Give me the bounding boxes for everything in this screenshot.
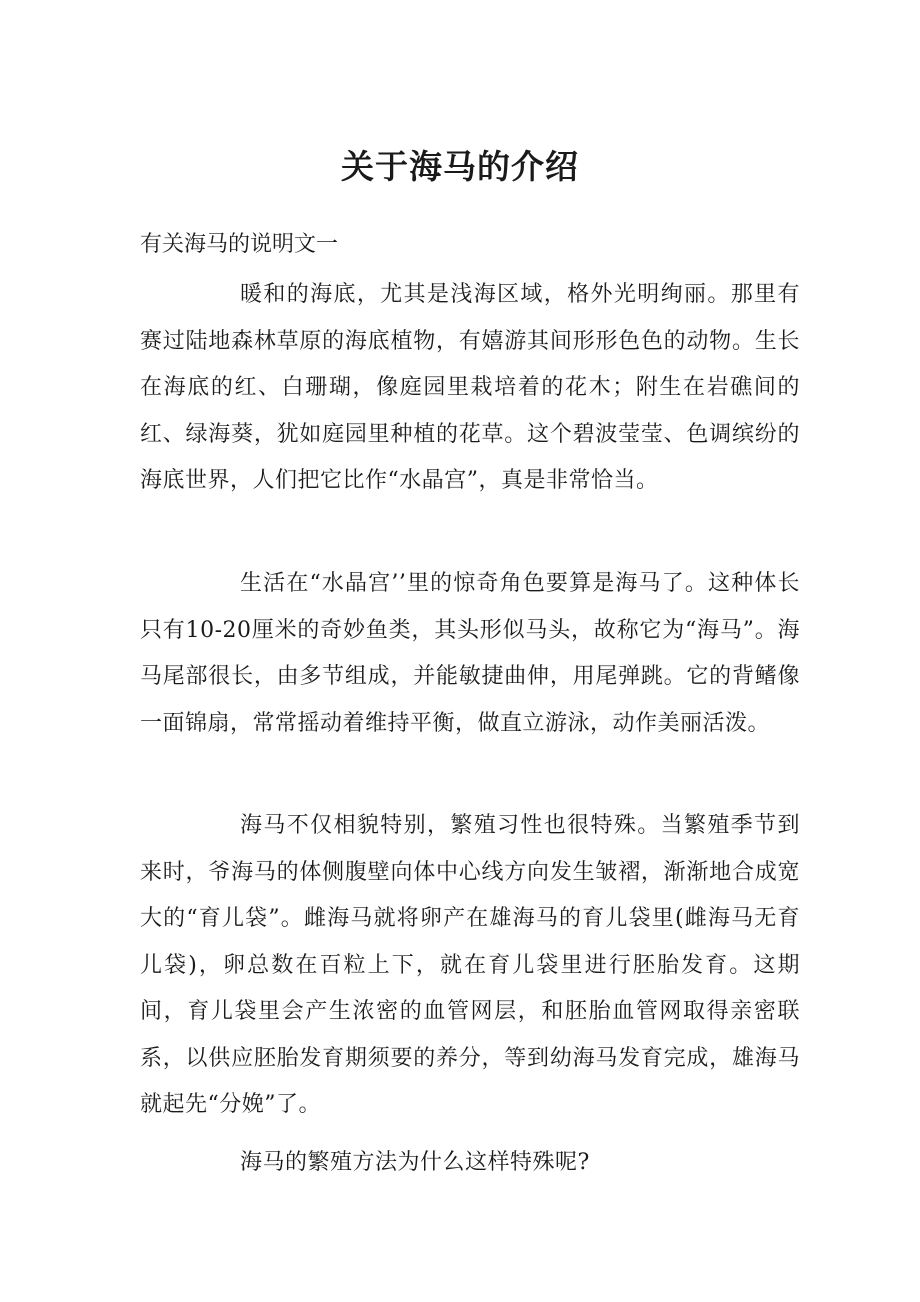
paragraph-1: 暖和的海底，尤其是浅海区域，格外光明绚丽。那里有赛过陆地森林草原的海底植物，有嬉游其间形形色色的动物。生长在海底的红、白珊瑚，像庭园里栽培着的花木；附生在岩礁间的红、绿海葵，犹如庭园里种植的花草。这个碧波莹莹、色调缤纷的海底世界，人们把它比作“水晶宫”，真是非常恰当。 bbox=[140, 282, 800, 493]
page-title: 关于海马的介绍 bbox=[341, 147, 579, 186]
paragraph-3: 海马不仅相貌特别，繁殖习性也很特殊。当繁殖季节到来时，爷海马的体侧腹壁向体中心线方向发生皱褶，渐渐地合成宽大的“育儿袋”。雌海马就将卵产在雄海马的育儿袋里(雌海马无育儿袋)，卵总数在百粒上下，就在育儿袋里进行胚胎发育。这期间，育儿袋里会产生浓密的血管网层，和胚胎血管网取得亲密联系，以供应胚胎发育期须要的养分，等到幼海马发育完成，雄海马就起先“分娩”了。 bbox=[140, 813, 800, 1117]
paragraph-2: 生活在“水晶宫’’里的惊奇角色要算是海马了。这种体长只有10-20厘米的奇妙鱼类，其头形似马头，故称它为“海马”。海马尾部很长，由多节组成，并能敏捷曲伸，用尾弹跳。它的背鳍像一面锦扇，常常摇动着维持平衡，做直立游泳，动作美丽活泼。 bbox=[140, 571, 800, 736]
paragraph-4: 海马的繁殖方法为什么这样特殊呢? bbox=[240, 1150, 590, 1175]
section-subtitle: 有关海马的说明文一 bbox=[140, 232, 339, 257]
